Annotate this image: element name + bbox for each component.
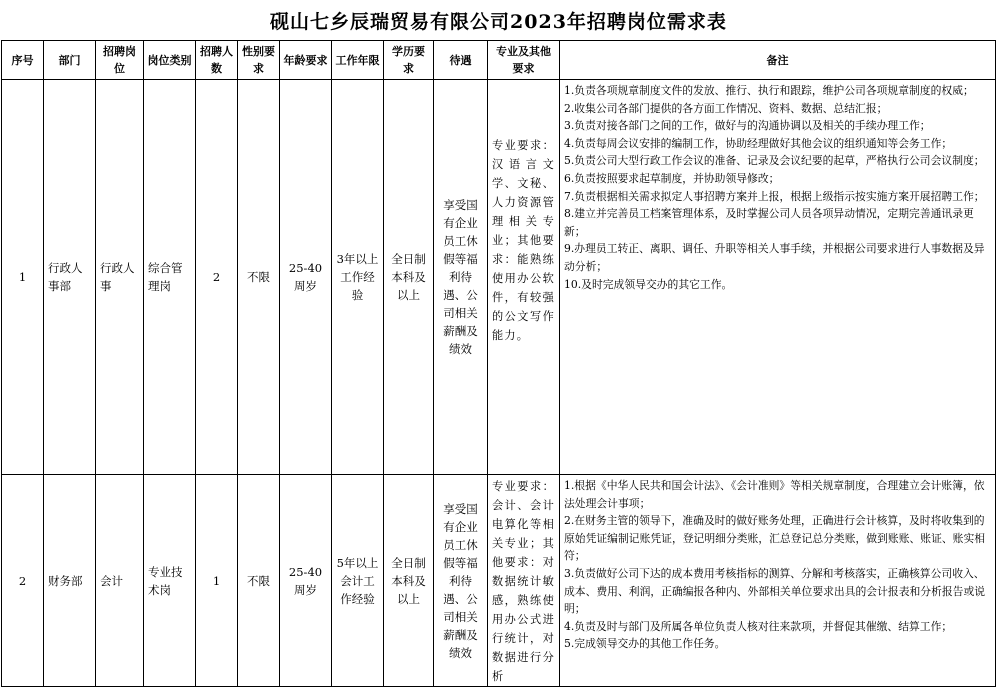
row-age: 25-40周岁 [280, 475, 332, 687]
table-header-row [2, 41, 996, 80]
row-benefit: 享受国有企业员工休假等福利待遇、公司相关薪酬及绩效 [434, 475, 488, 687]
remark-line: 2.收集公司各部门提供的各方面工作情况、资料、数据、总结汇报； [564, 101, 888, 115]
remark-line: 4.负责每周会议安排的编制工作，协助经理做好其他会议的组织通知等会务工作； [564, 136, 953, 150]
job-requirements-table [1, 40, 996, 687]
row-years: 5年以上会计工作经验 [332, 475, 384, 687]
table-row [2, 80, 996, 475]
header-years: 工作年限 [332, 41, 384, 80]
row-spec: 专业要求：会计、会计电算化等相关专业；其他要求：对数据统计敏感，熟练使用办公式进行统计，对数据进行分析 [488, 475, 560, 687]
row-no: 2 [2, 475, 44, 687]
remark-line: 5.完成领导交办的其他工作任务。 [564, 637, 726, 651]
row-age: 25-40周岁 [280, 80, 332, 475]
row-benefit: 享受国有企业员工休假等福利待遇、公司相关薪酬及绩效 [434, 80, 488, 475]
header-dept: 部门 [44, 41, 96, 80]
header-age: 年龄要求 [280, 41, 332, 80]
remark-line: 2.在财务主管的领导下，准确及时的做好账务处理，正确进行会计核算，及时将收集到的原始凭证编制记账凭证，登记明细分类账，汇总登记总分类账，做到账账、账证、账实相符； [564, 514, 986, 563]
row-gender: 不限 [238, 475, 280, 687]
row-count: 2 [196, 80, 238, 475]
header-benefit: 待遇 [434, 41, 488, 80]
row-remarks [560, 475, 996, 687]
header-post: 招聘岗位 [96, 41, 144, 80]
header-category: 岗位类别 [144, 41, 196, 80]
remark-line: 3.负责做好公司下达的成本费用考核指标的测算、分解和考核落实，正确核算公司收入、成本、费用、利润，正确编报各种内、外部相关单位要求出具的会计报表和分析报告或说明； [564, 566, 986, 616]
remark-line: 5.负责公司大型行政工作会议的准备、记录及会议纪要的起草，严格执行公司会议制度； [564, 154, 985, 168]
row-category: 综合管理岗 [144, 80, 196, 475]
row-count: 1 [196, 475, 238, 687]
page-title: 砚山七乡辰瑞贸易有限公司2023年招聘岗位需求表 [270, 10, 727, 33]
row-gender: 不限 [238, 80, 280, 475]
remark-line: 6.负责按照要求起草制度，并协助领导修改； [564, 171, 780, 185]
header-count: 招聘人数 [196, 41, 238, 80]
remark-line: 8.建立并完善员工档案管理体系，及时掌握公司人员各项异动情况，定期完善通讯录更新； [564, 207, 974, 238]
row-dept: 财务部 [44, 475, 96, 687]
header-remarks: 备注 [560, 41, 996, 80]
header-no: 序号 [2, 41, 44, 80]
table-row [2, 475, 996, 687]
row-post: 会计 [96, 475, 144, 687]
remark-line: 9.办理员工转正、离职、调任、升职等相关人事手续，并根据公司要求进行人事数据及异动分析； [564, 242, 985, 273]
row-dept: 行政人事部 [44, 80, 96, 475]
row-years: 3年以上工作经验 [332, 80, 384, 475]
remark-line: 3.负责对接各部门之间的工作，做好与的沟通协调以及相关的手续办理工作； [564, 119, 931, 133]
remark-line: 4.负责及时与部门及所属各单位负责人核对往来款项，并督促其催缴、结算工作； [564, 619, 953, 633]
remark-line: 10.及时完成领导交办的其它工作。 [564, 277, 733, 291]
remark-line: 1.负责各项规章制度文件的发放、推行、执行和跟踪，维护公司各项规章制度的权威； [564, 84, 974, 97]
row-spec: 专业要求：汉语言文学、文秘、人力资源管理相关专业；其他要求：能熟练使用办公软件，有较强的公文写作能力。 [488, 80, 560, 475]
row-remarks [560, 80, 996, 475]
row-no: 1 [2, 80, 44, 475]
remark-line: 7.负责根据相关需求拟定人事招聘方案并上报，根据上级指示按实施方案开展招聘工作； [564, 189, 985, 203]
row-edu: 全日制本科及以上 [384, 475, 434, 687]
row-post: 行政人事 [96, 80, 144, 475]
remark-line: 1.根据《中华人民共和国会计法》、《会计准则》等相关规章制度，合理建立会计账簿，依法处理会计事项； [564, 479, 985, 510]
header-gender: 性别要求 [238, 41, 280, 80]
header-spec: 专业及其他要求 [488, 41, 560, 80]
row-category: 专业技术岗 [144, 475, 196, 687]
row-edu: 全日制本科及以上 [384, 80, 434, 475]
header-edu: 学历要求 [384, 41, 434, 80]
